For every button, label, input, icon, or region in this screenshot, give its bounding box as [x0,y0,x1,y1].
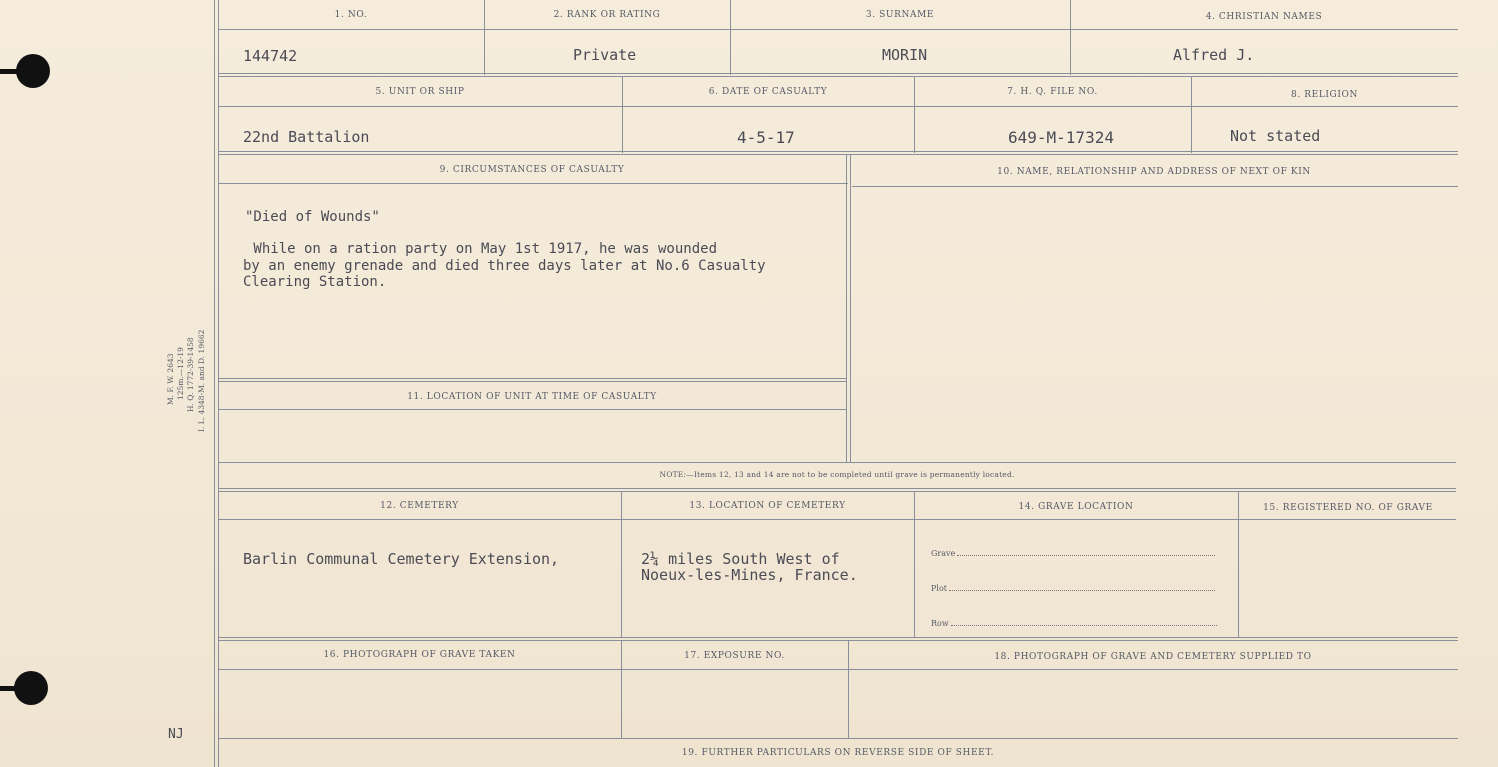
location-of-cemetery-label: 13. LOCATION OF CEMETERY [689,501,846,511]
punch-hole-top-tail [0,69,22,74]
side-print-line-4: I. L. 4348-M. and D. 19662 [197,329,206,432]
further-particulars-label: 19. FURTHER PARTICULARS ON REVERSE SIDE OF SHEET. [681,748,995,758]
photo-taken-label: 16. PHOTOGRAPH OF GRAVE TAKEN [323,650,516,660]
circumstances-line-4: Clearing Station. [243,274,387,290]
grave-line [931,548,1215,558]
cemetery-value: Barlin Communal Cemetery Extension, [243,550,560,568]
grave-dots [957,548,1215,556]
christian-names-label: 4. CHRISTIAN NAMES [1205,12,1323,22]
rule [218,462,1456,463]
plot-field-label: Plot [931,584,947,593]
next-of-kin-label: 10. NAME, RELATIONSHIP AND ADDRESS OF NEXT OF KIN [997,167,1311,177]
rule-double [218,151,1458,155]
col-divider [621,492,622,638]
rule [218,29,1458,30]
circumstances-line-1: "Died of Wounds" [245,209,380,225]
col-divider [1191,77,1192,153]
religion-label: 8. RELIGION [1291,90,1358,100]
rule-double [218,488,1456,492]
location-of-unit-label: 11. LOCATION OF UNIT AT TIME OF CASUALTY [407,392,657,402]
row-line [931,618,1217,628]
row-dots [951,618,1217,626]
col-divider [850,155,851,462]
date-value: 4-5-17 [737,128,795,147]
rank-label: 2. RANK OR RATING [553,10,661,20]
registered-no-label: 15. REGISTERED NO. OF GRAVE [1263,503,1433,513]
no-value: 144742 [243,47,298,65]
side-print-line-1: M. F. W. 2643 [166,353,175,405]
grave-field-label: Grave [931,549,956,558]
initials: NJ [168,727,184,742]
rule-double [218,637,1458,641]
surname-value: MORIN [882,46,928,64]
punch-hole-bottom-tail [0,686,20,691]
hq-file-value: 649-M-17324 [1008,128,1114,147]
rule [218,669,1458,670]
date-label: 6. DATE OF CASUALTY [708,87,828,97]
religion-value: Not stated [1230,127,1321,145]
rule [218,738,1458,739]
exposure-label: 17. EXPOSURE NO. [684,651,785,661]
rule [218,106,1458,107]
rule-double [218,378,846,382]
rule [218,183,848,184]
circumstances-label: 9. CIRCUMSTANCES OF CASUALTY [439,165,625,175]
side-print-line-2: 125m.—12-19 [176,347,185,400]
rule-double [218,73,1458,77]
christian-names-value: Alfred J. [1173,46,1255,64]
surname-label: 3. SURNAME [865,10,935,20]
col-divider [914,492,915,638]
unit-label: 5. UNIT OR SHIP [375,87,465,97]
col-divider [1238,492,1239,638]
no-label: 1. NO. [334,10,368,20]
location-of-cemetery-line-1: 2¼ miles South West of [641,550,840,568]
plot-dots [949,583,1215,591]
margin-line-1 [214,0,215,767]
unit-value: 22nd Battalion [243,128,370,146]
row-field-label: Row [931,619,949,628]
side-print-line-3: H. Q. 1772-39-1458 [186,337,195,412]
grave-location-label: 14. GRAVE LOCATION [1018,502,1134,512]
circumstances-line-3: by an enemy grenade and died three days later at No.6 Casualty [243,258,766,274]
hq-file-label: 7. H. Q. FILE NO. [1007,87,1098,97]
location-of-cemetery-line-2: Noeux-les-Mines, France. [641,566,858,584]
rule [218,409,846,410]
rule [218,519,1456,520]
cemetery-label: 12. CEMETERY [380,501,459,511]
rule [852,186,1458,187]
col-divider [846,155,847,462]
note-text: NOTE:—Items 12, 13 and 14 are not to be completed until grave is permanently located. [659,470,1015,479]
rank-value: Private [573,46,637,64]
circumstances-line-2: While on a ration party on May 1st 1917, he was wounded [245,241,718,257]
plot-line [931,583,1215,593]
photo-supplied-label: 18. PHOTOGRAPH OF GRAVE AND CEMETERY SUPPLIED TO [994,652,1312,662]
